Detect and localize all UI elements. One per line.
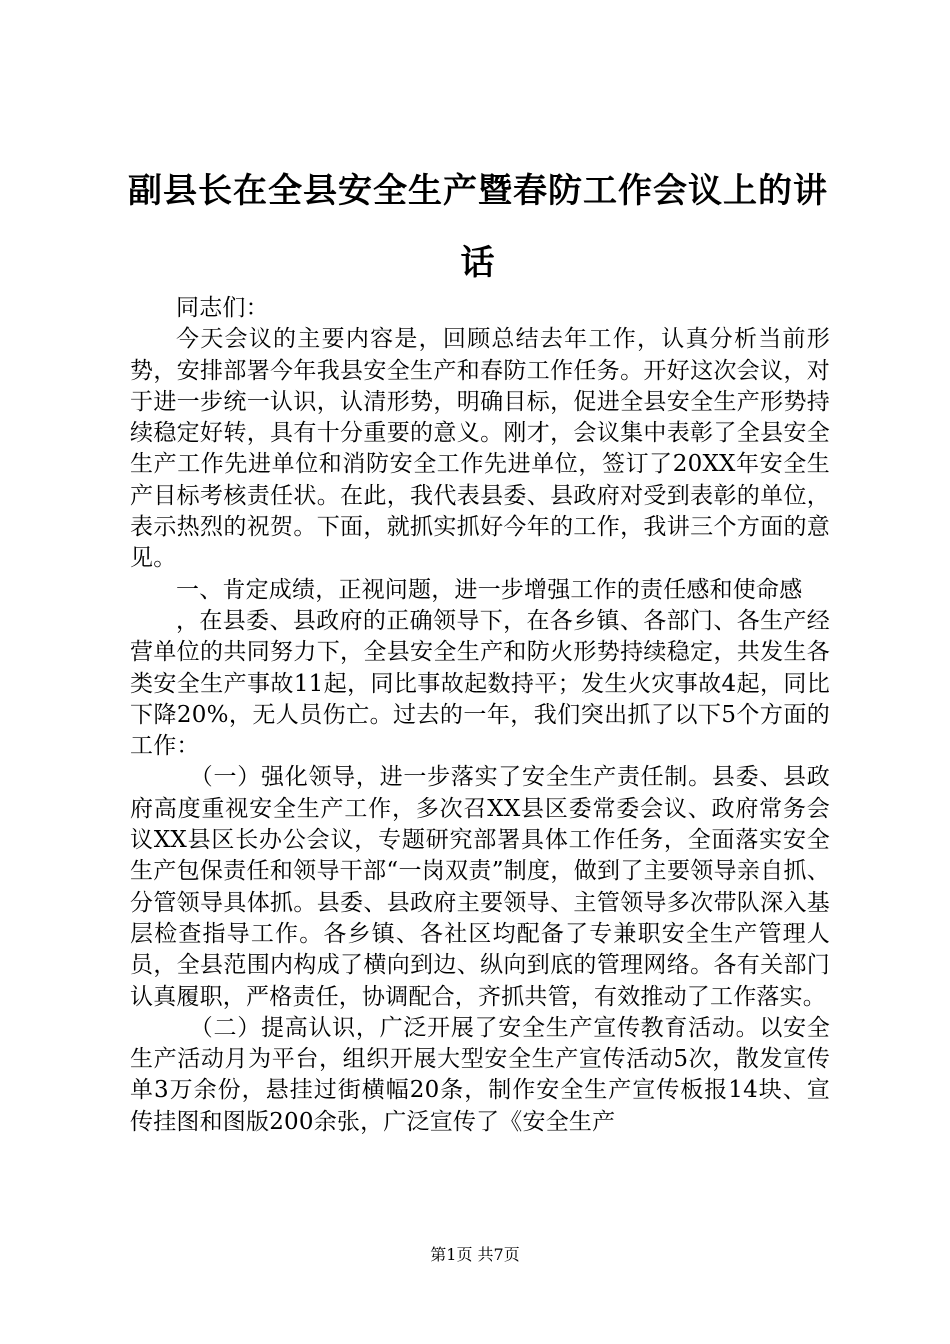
body-paragraph: ，在县委、县政府的正确领导下，在各乡镇、各部门、各生产经营单位的共同努力下，全县安全生产和防火形势持续稳定，共发生各类安全生产事故11起，同比事故起数持平；发生火灾事故4起，同比下降20%，无人员伤亡。过去的一年，我们突出抓了以下5个方面的工作： <box>130 607 830 760</box>
body-paragraph: 今天会议的主要内容是，回顾总结去年工作，认真分析当前形势，安排部署今年我县安全生产和春防工作任务。开好这次会议，对于进一步统一认识，认清形势，明确目标，促进全县安全生产形势持续稳定好转，具有十分重要的意义。刚才，会议集中表彰了全县安全生产工作先进单位和消防安全工作先进单位，签订了20XX年安全生产目标考核责任状。在此，我代表县委、县政府对受到表彰的单位，表示热烈的祝贺。下面，就抓实抓好今年的工作，我讲三个方面的意见。 <box>130 326 830 572</box>
salutation: 同志们： <box>176 295 269 321</box>
document-body <box>130 293 830 1138</box>
document-title: 副县长在全县安全生产暨春防工作会议上的讲话 <box>128 171 828 283</box>
section-heading: 一、肯定成绩，正视问题，进一步增强工作的责任感和使命感 <box>176 576 803 603</box>
subsection-paragraph: （二）提高认识，广泛开展了安全生产宣传教育活动。以安全生产活动月为平台，组织开展大型安全生产宣传活动5次，散发宣传单3万余份，悬挂过街横幅20条，制作安全生产宣传板报14块、宣传挂图和图版200余张，广泛宣传了《安全生产 <box>130 1014 830 1135</box>
page-footer: 第1页 共7页 <box>430 1245 520 1264</box>
subsection-paragraph: （一）强化领导，进一步落实了安全生产责任制。县委、县政府高度重视安全生产工作，多次召XX县区委常委会议、政府常务会议XX县区长办公会议，专题研究部署具体工作任务，全面落实安全生产包保责任和领导干部“一岗双责”制度，做到了主要领导亲自抓、分管领导具体抓。县委、县政府主要领导、主管领导多次带队深入基层检查指导工作。各乡镇、各社区均配备了专兼职安全生产管理人员，全县范围内构成了横向到边、纵向到底的管理网络。各有关部门认真履职，严格责任，协调配合，齐抓共管，有效推动了工作落实。 <box>130 764 830 1010</box>
